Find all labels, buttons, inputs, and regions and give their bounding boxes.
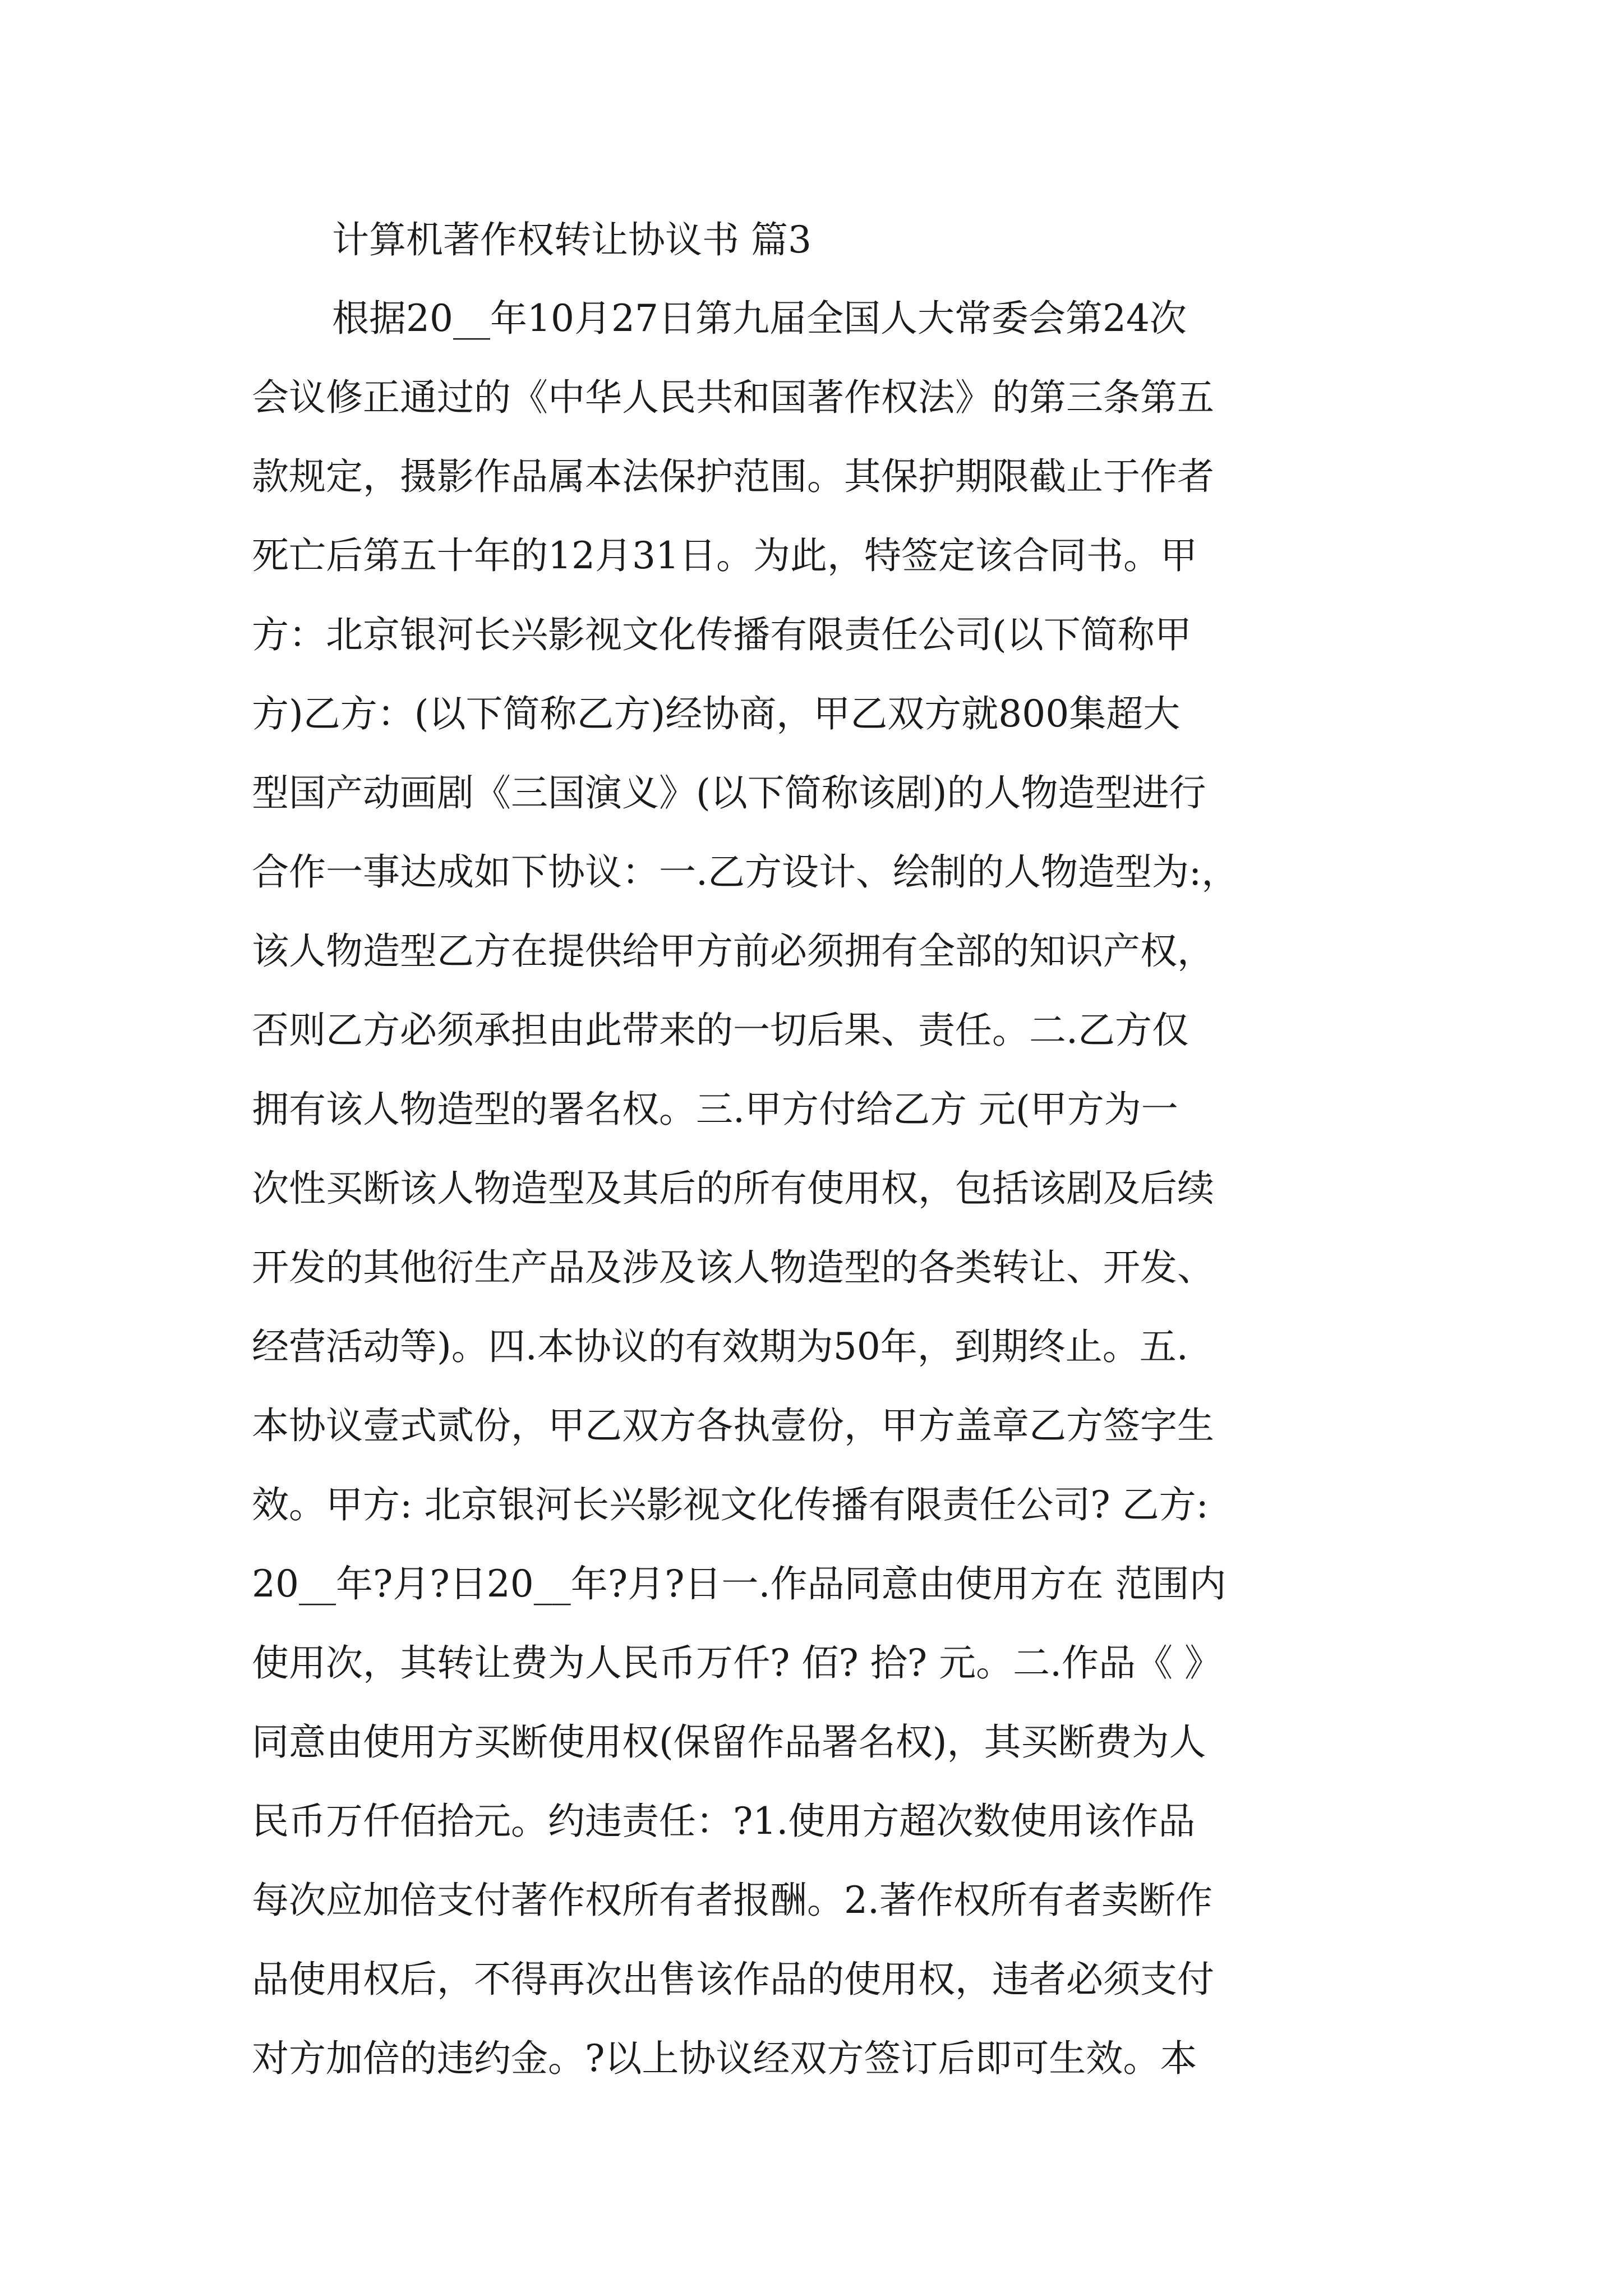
paragraph-line: 会议修正通过的《中华人民共和国著作权法》的第三条第五 — [252, 376, 1214, 419]
paragraph-line: 合作一事达成如下协议：一.乙方设计、绘制的人物造型为:， — [252, 850, 1239, 894]
paragraph-line: 每次应加倍支付著作权所有者报酬。2.著作权所有者卖断作 — [252, 1879, 1212, 1922]
paragraph-line: 方)乙方：(以下简称乙方)经协商，甲乙双方就800集超大 — [252, 692, 1181, 735]
paragraph-line: 民币万仟佰拾元。约违责任：?1.使用方超次数使用该作品 — [252, 1800, 1196, 1843]
paragraph-line: 否则乙方必须承担由此带来的一切后果、责任。二.乙方仅 — [252, 1009, 1189, 1052]
paragraph-line: 经营活动等)。四.本协议的有效期为50年，到期终止。五. — [252, 1325, 1188, 1368]
paragraph-line: 该人物造型乙方在提供给甲方前必须拥有全部的知识产权， — [252, 930, 1214, 973]
paragraph-line: 效。甲方: 北京银河长兴影视文化传播有限责任公司? 乙方: — [252, 1483, 1209, 1526]
paragraph-line: 同意由使用方买断使用权(保留作品署名权)，其买断费为人 — [252, 1720, 1206, 1764]
paragraph-line: 方：北京银河长兴影视文化传播有限责任公司(以下简称甲 — [252, 613, 1192, 656]
paragraph-line: 使用次，其转让费为人民币万仟? 佰? 拾? 元。二.作品《 》 — [252, 1641, 1222, 1685]
paragraph-line: 根据20__年10月27日第九届全国人大常委会第24次 — [332, 297, 1187, 340]
paragraph-line: 拥有该人物造型的署名权。三.甲方付给乙方 元(甲方为一 — [252, 1088, 1178, 1131]
paragraph-line: 开发的其他衍生产品及涉及该人物造型的各类转让、开发、 — [252, 1246, 1214, 1289]
paragraph-line: 品使用权后，不得再次出售该作品的使用权，违者必须支付 — [252, 1958, 1214, 2001]
paragraph-line: 20__年?月?日20__年?月?日一.作品同意由使用方在 范围内 — [252, 1562, 1227, 1605]
paragraph-line: 本协议壹式贰份，甲乙双方各执壹份，甲方盖章乙方签字生 — [252, 1404, 1214, 1447]
document-title: 计算机著作权转让协议书 篇3 — [332, 218, 811, 261]
paragraph-line: 型国产动画剧《三国演义》(以下简称该剧)的人物造型进行 — [252, 771, 1206, 815]
paragraph-line: 对方加倍的违约金。?以上协议经双方签订后即可生效。本 — [252, 2037, 1197, 2080]
paragraph-line: 款规定，摄影作品属本法保护范围。其保护期限截止于作者 — [252, 455, 1214, 498]
paragraph-line: 死亡后第五十年的12月31日。为此，特签定该合同书。甲 — [252, 534, 1197, 577]
paragraph-line: 次性买断该人物造型及其后的所有使用权，包括该剧及后续 — [252, 1167, 1214, 1210]
